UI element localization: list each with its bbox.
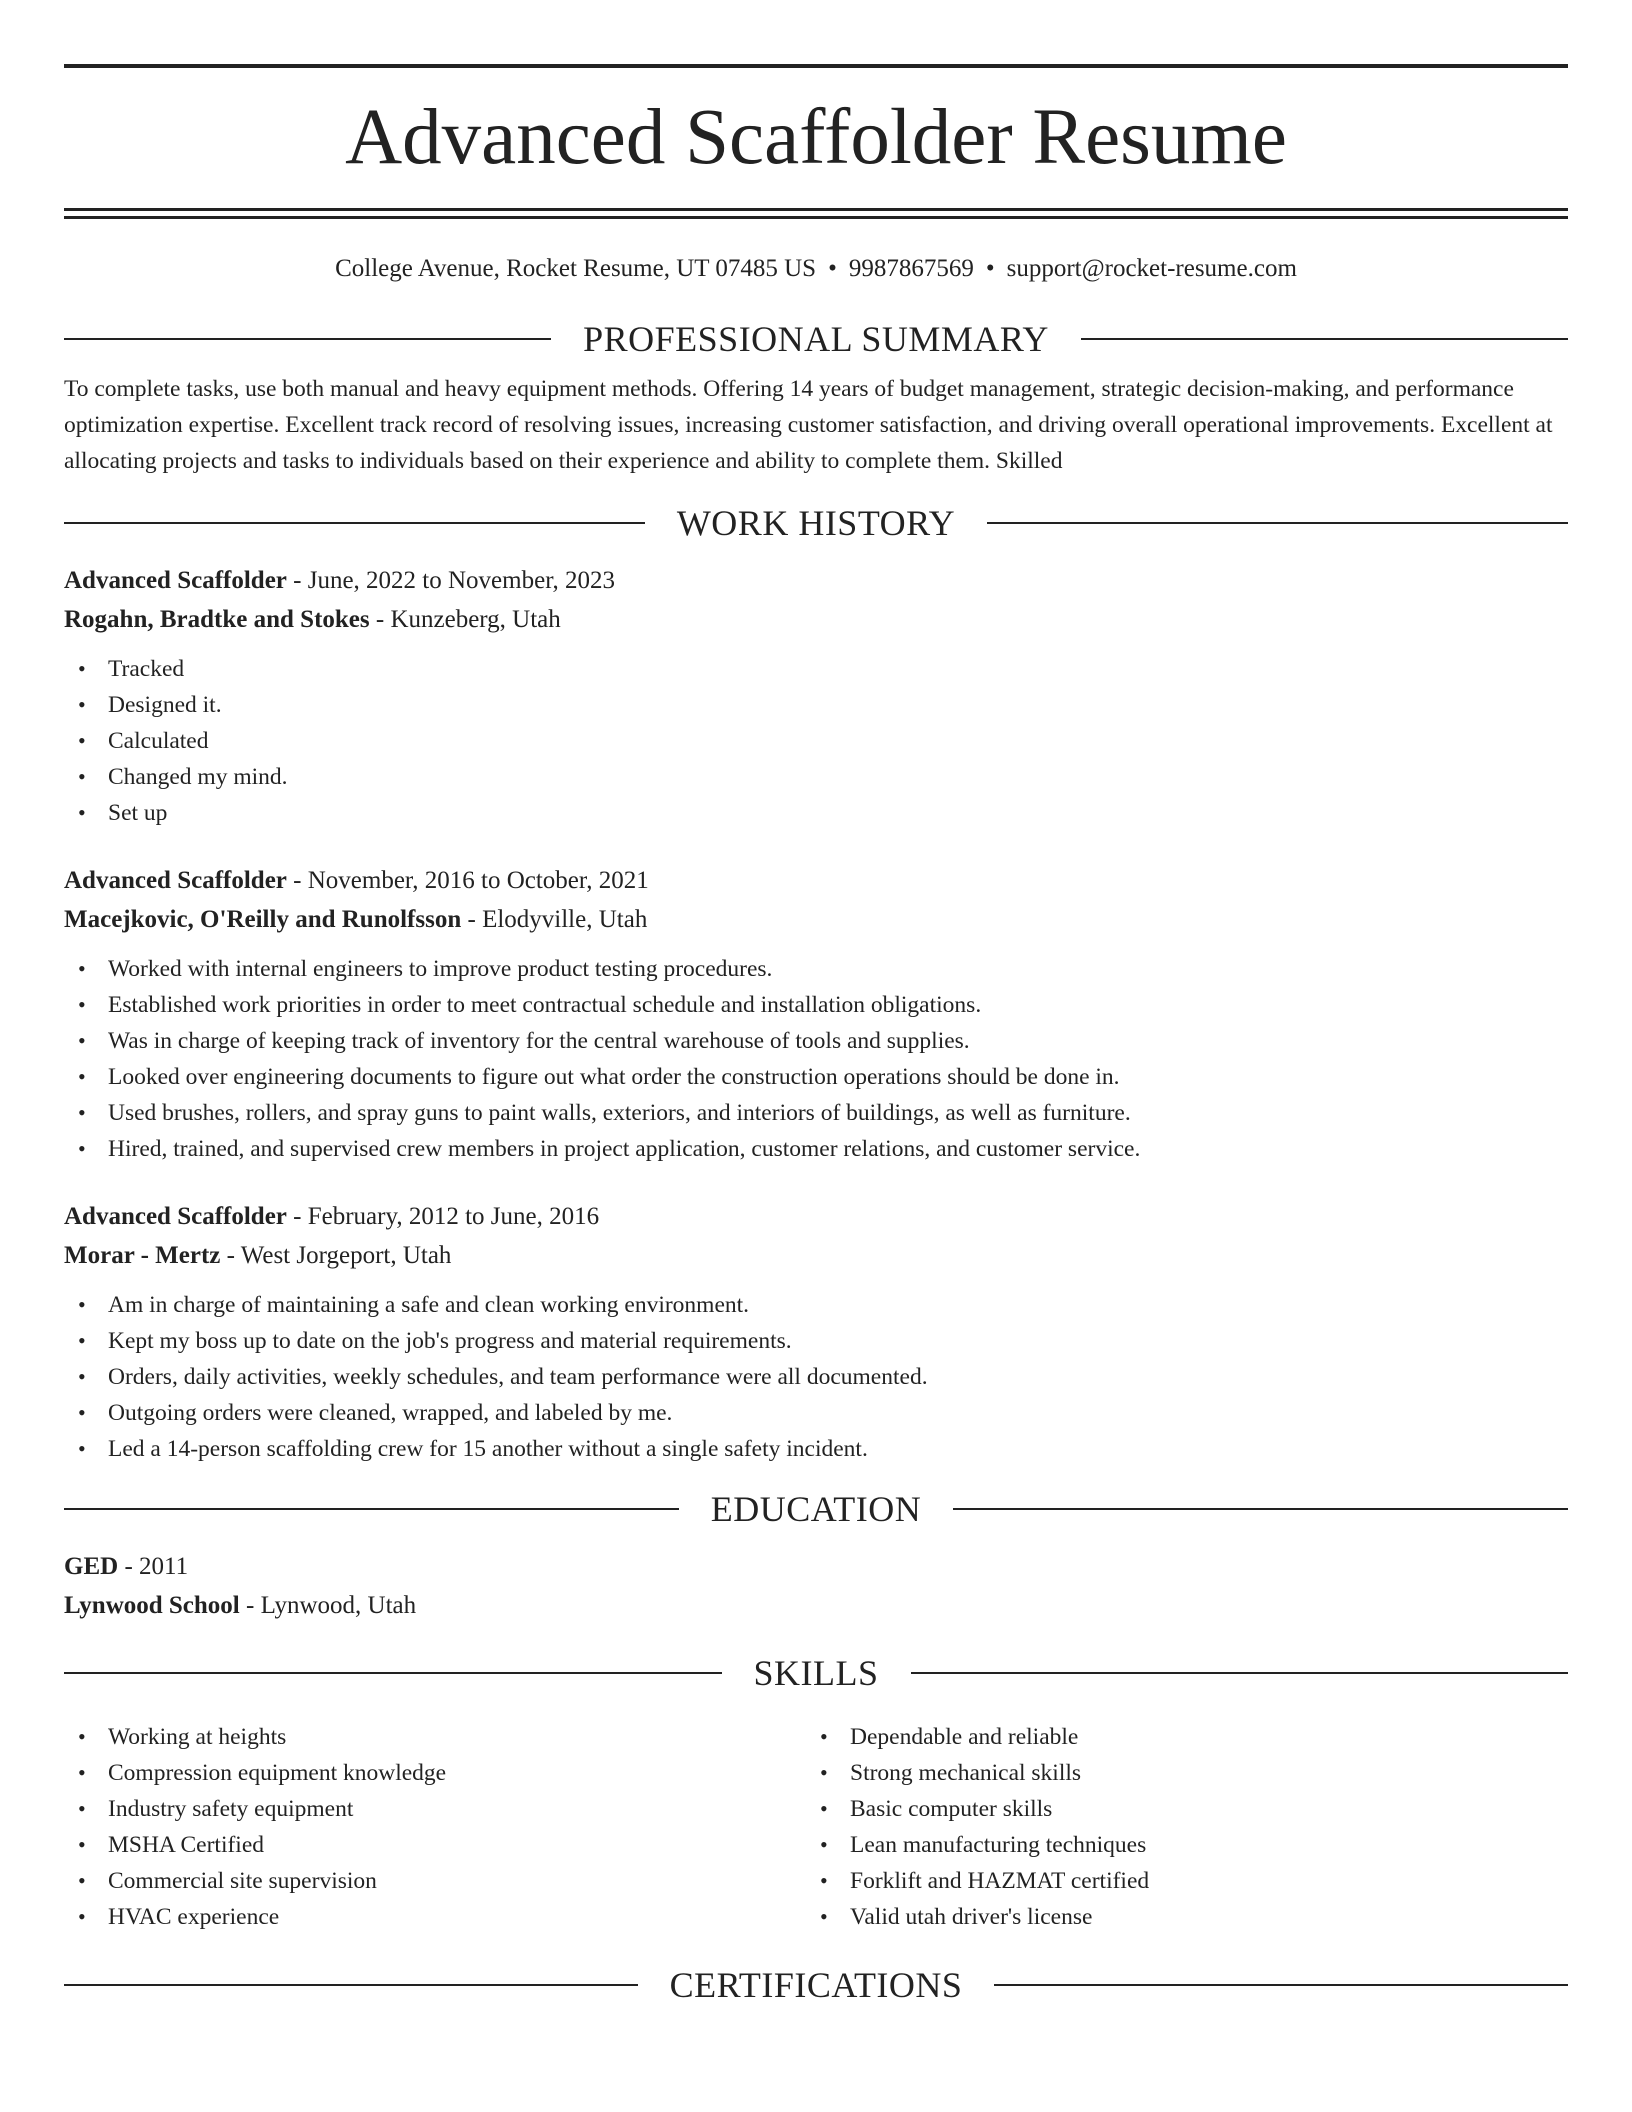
education-entry [64, 1547, 1568, 1625]
job-duty-item: • Used brushes, rollers, and spray guns to paint walls, exteriors, and interiors of buildings, as well as furniture. [64, 1095, 1568, 1131]
job-location: - West Jorgeport, Utah [220, 1242, 452, 1269]
job-company: Morar - Mertz [64, 1242, 221, 1269]
skill-item: • Lean manufacturing techniques [806, 1827, 1548, 1863]
job-title-line [64, 561, 1568, 600]
job-company-line [64, 600, 1568, 639]
job-duty-item: • Worked with internal engineers to improve product testing procedures. [64, 951, 1568, 987]
job-dates: - November, 2016 to October, 2021 [286, 867, 649, 894]
job-title: Advanced Scaffolder [64, 567, 287, 594]
heading-rule [1081, 338, 1568, 340]
skills-list-left [64, 1719, 806, 1935]
education-location: - Lynwood, Utah [239, 1592, 417, 1619]
job-location: - Elodyville, Utah [461, 906, 648, 933]
heading-rule [953, 1508, 1568, 1510]
skill-item: • Strong mechanical skills [806, 1755, 1548, 1791]
resume-page [64, 64, 1568, 2007]
skills-columns [64, 1707, 1568, 1935]
skill-item: • MSHA Certified [64, 1827, 806, 1863]
skill-item: • Basic computer skills [806, 1791, 1548, 1827]
section-title: WORK HISTORY [676, 503, 956, 543]
section-heading-summary [64, 317, 1568, 361]
heading-rule [64, 338, 551, 340]
job-title-line [64, 861, 1568, 900]
job-dates: - February, 2012 to June, 2016 [286, 1203, 600, 1230]
contact-separator: • [985, 255, 995, 282]
education-degree: GED [64, 1553, 119, 1580]
skill-item: • Forklift and HAZMAT certified [806, 1863, 1548, 1899]
education-school-line [64, 1586, 1568, 1625]
section-heading-education [64, 1487, 1568, 1531]
job-duty-item: • Changed my mind. [64, 759, 1568, 795]
job-company: Macejkovic, O'Reilly and Runolfsson [64, 906, 462, 933]
job-duty-item: • Orders, daily activities, weekly schedules, and team performance were all documented. [64, 1359, 1568, 1395]
job-duty-item: • Kept my boss up to date on the job's progress and material requirements. [64, 1323, 1568, 1359]
job-duty-item: • Outgoing orders were cleaned, wrapped, and labeled by me. [64, 1395, 1568, 1431]
section-heading-skills [64, 1651, 1568, 1695]
section-heading-work-history [64, 501, 1568, 545]
contact-email: support@rocket-resume.com [1006, 255, 1297, 282]
skill-item: • Valid utah driver's license [806, 1899, 1548, 1935]
job-duty-item: • Calculated [64, 723, 1568, 759]
skill-item: • Industry safety equipment [64, 1791, 806, 1827]
job-location: - Kunzeberg, Utah [369, 606, 561, 633]
job-duty-item: • Looked over engineering documents to figure out what order the construction operations should be done in. [64, 1059, 1568, 1095]
contact-phone: 9987867569 [848, 255, 974, 282]
job-duty-item: • Was in charge of keeping track of inventory for the central warehouse of tools and supplies. [64, 1023, 1568, 1059]
section-title: CERTIFICATIONS [669, 1965, 963, 2005]
skill-item: • HVAC experience [64, 1899, 806, 1935]
skill-item: • Commercial site supervision [64, 1863, 806, 1899]
contact-separator: • [828, 255, 837, 282]
heading-rule [987, 522, 1568, 524]
skill-item: • Compression equipment knowledge [64, 1755, 806, 1791]
contact-address: College Avenue, Rocket Resume, UT 07485 US [335, 255, 817, 282]
summary-text: To complete tasks, use both manual and heavy equipment methods. Offering 14 years of budget management, strategic decision-making, and performance optimization expertise. Excellent track record of resolving issues, increasing customer satisfaction, and driving overall operational improvements. Excellent at allocating projects and tasks to individuals based on their experience and ability to complete them. Skilled [64, 376, 1553, 474]
job-list [64, 561, 1568, 1467]
job-duty-item: • Designed it. [64, 687, 1568, 723]
section-title: PROFESSIONAL SUMMARY [583, 319, 1049, 359]
education-school: Lynwood School [64, 1592, 240, 1619]
job-dates: - June, 2022 to November, 2023 [286, 567, 616, 594]
title-double-rule [64, 208, 1568, 219]
education-degree-line [64, 1547, 1568, 1586]
heading-rule [64, 1984, 638, 1986]
section-title: EDUCATION [710, 1489, 922, 1529]
job-company: Rogahn, Bradtke and Stokes [64, 606, 370, 633]
job-duties-list [64, 651, 1568, 831]
heading-rule [64, 1508, 679, 1510]
skill-item: • Dependable and reliable [806, 1719, 1548, 1755]
skills-list-right [806, 1719, 1548, 1935]
job-entry [64, 861, 1568, 1167]
job-duties-list [64, 1287, 1568, 1467]
page-title: Advanced Scaffolder Resume [345, 94, 1287, 181]
job-duty-item: • Am in charge of maintaining a safe and clean working environment. [64, 1287, 1568, 1323]
job-duty-item: • Established work priorities in order to meet contractual schedule and installation obligations. [64, 987, 1568, 1023]
education-year: - 2011 [118, 1553, 189, 1580]
job-entry [64, 561, 1568, 831]
job-duties-list [64, 951, 1568, 1167]
job-company-line [64, 900, 1568, 939]
job-duty-item: • Set up [64, 795, 1568, 831]
job-duty-item: • Led a 14-person scaffolding crew for 15 another without a single safety incident. [64, 1431, 1568, 1467]
heading-rule [994, 1984, 1568, 1986]
job-company-line [64, 1236, 1568, 1275]
job-title-line [64, 1197, 1568, 1236]
heading-rule [64, 522, 645, 524]
contact-line [64, 251, 1568, 287]
section-heading-certifications [64, 1963, 1568, 2007]
job-title: Advanced Scaffolder [64, 1203, 287, 1230]
job-duty-item: • Hired, trained, and supervised crew members in project application, customer relations, and customer service. [64, 1131, 1568, 1167]
job-duty-item: • Tracked [64, 651, 1568, 687]
heading-rule [911, 1672, 1569, 1674]
section-title: SKILLS [753, 1653, 879, 1693]
heading-rule [64, 1672, 722, 1674]
skill-item: • Working at heights [64, 1719, 806, 1755]
job-entry [64, 1197, 1568, 1467]
job-title: Advanced Scaffolder [64, 867, 287, 894]
